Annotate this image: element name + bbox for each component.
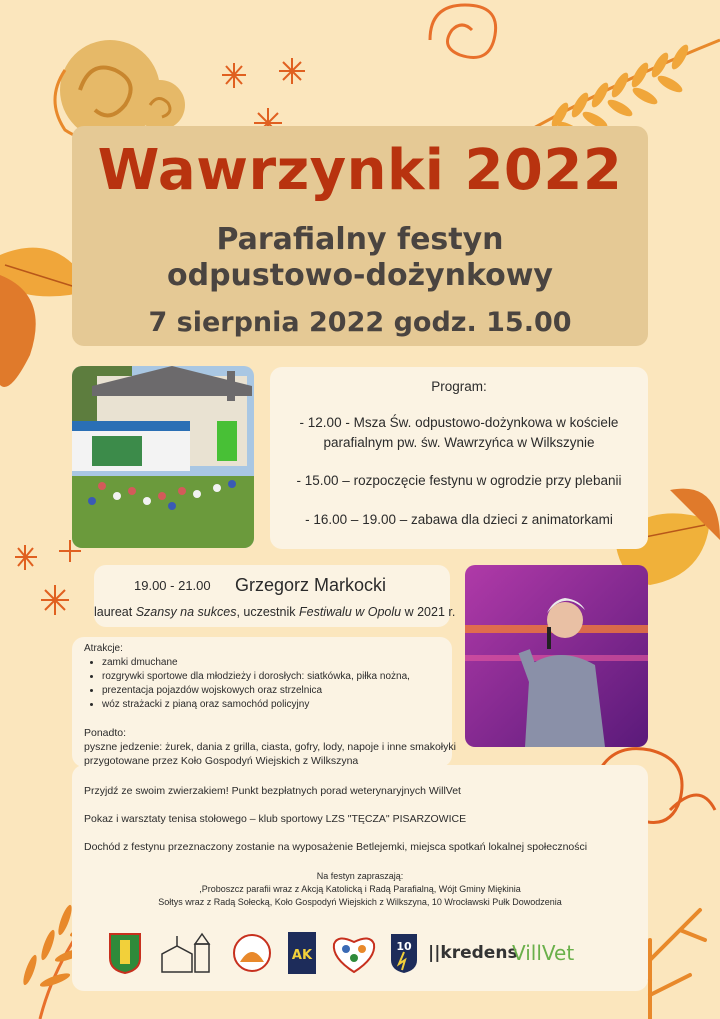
- artist-desc-festival: Festiwalu w Opolu: [298, 605, 402, 619]
- pets-info: Przyjdź ze swoim zwierzakiem! Punkt bezpłatnych porad weterynaryjnych WillVet: [84, 785, 461, 797]
- list-item: • prezentacja pojazdów wojskowych oraz strzelnica: [102, 684, 410, 698]
- extra-heading: Ponadto:: [84, 727, 127, 739]
- artist-description: [94, 604, 456, 620]
- kgw-logo: [232, 932, 272, 974]
- gmina-crest-logo: [108, 932, 142, 974]
- regiment-text: 10: [396, 940, 412, 953]
- artist-desc-text: , uczestnik: [236, 605, 299, 619]
- list-item: • wóz strażacki z pianą oraz samochód policyjny: [102, 698, 410, 712]
- attractions-list: [88, 656, 410, 712]
- list-item: • zamki dmuchane: [102, 656, 410, 670]
- extra-line: przygotowane przez Koło Gospodyń Wiejskich z Wilkszyna: [84, 755, 359, 767]
- program-item: - 12.00 - Msza Św. odpustowo-dożynkowa w kościele: [299, 415, 619, 430]
- artist-desc-show: Szansy na sukces: [135, 605, 237, 619]
- program-item: - 15.00 – rozpoczęcie festynu w ogrodzie przy plebanii: [296, 473, 622, 488]
- income-info: Dochód z festynu przeznaczony zostanie na wyposażenie Betlejemki, miejsca spotkań lokalnej społeczności: [84, 841, 588, 853]
- willvet-logo: VillVet: [512, 941, 575, 965]
- page-title: Wawrzynki 2022: [97, 138, 623, 203]
- program-heading: Program:: [431, 379, 487, 394]
- swirl-decoration-top: [420, 0, 510, 80]
- church-logo: [157, 932, 215, 974]
- akcja-katolicka-logo: [288, 932, 316, 974]
- invite-line: Sołtys wraz z Radą Sołecką, Koło Gospodyń Wiejskich z Wilkszyna, 10 Wrocławski Pułk Dowodzenia: [158, 897, 562, 907]
- photo-artist-singer: [465, 565, 648, 747]
- akcja-katolicka-text: AK: [291, 948, 313, 963]
- extra-line: pyszne jedzenie: żurek, dania z grilla, ciasta, gofry, lody, napoje i inne smakołyki: [84, 741, 456, 753]
- artist-time: 19.00 - 21.00: [134, 578, 211, 593]
- subtitle-line-1: Parafialny festyn: [216, 222, 504, 257]
- artist-desc-text: laureat: [94, 605, 136, 619]
- folk-heart-logo: [330, 932, 378, 974]
- invite-line: ,Proboszcz parafii wraz z Akcją Katolicką i Radą Parafialną, Wójt Gminy Miękinia: [199, 884, 521, 894]
- star-decoration-left: [15, 540, 85, 620]
- list-item: • rozgrywki sportowe dla młodzieży i dorosłych: siatkówka, piłka nożna,: [102, 670, 410, 684]
- program-panel: [270, 367, 648, 549]
- kredens-text: kredens: [440, 943, 518, 963]
- artist-name: Grzegorz Markocki: [235, 575, 387, 595]
- kredens-logo: ||kredens: [428, 943, 518, 963]
- invite-heading: Na festyn zapraszają:: [316, 871, 404, 881]
- event-date: 7 sierpnia 2022 godz. 15.00: [148, 307, 572, 338]
- attractions-heading: Atrakcje:: [84, 643, 123, 654]
- subtitle-line-2: odpustowo-dożynkowy: [167, 258, 553, 293]
- photo-festival-kids: [72, 366, 254, 548]
- regiment-logo: [389, 932, 419, 974]
- tennis-info: Pokaz i warsztaty tenisa stołowego – klub sportowy LZS "TĘCZA" PISARZOWICE: [84, 813, 467, 825]
- artist-desc-text: w 2021 r.: [401, 605, 456, 619]
- program-item: parafialnym pw. św. Wawrzyńca w Wilkszynie: [323, 435, 595, 450]
- program-item: - 16.00 – 19.00 – zabawa dla dzieci z animatorkami: [305, 512, 613, 527]
